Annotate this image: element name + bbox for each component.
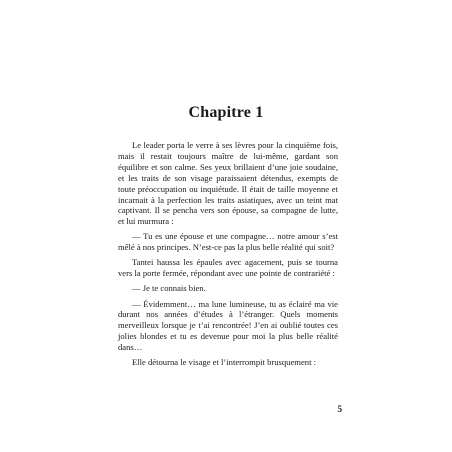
chapter-body (118, 140, 338, 368)
paragraph-1: Le leader porta le verre à ses lèvres pour la cinquième fois, mais il restait toujours maître de lui-même, gardant son équilibre et son calme. Ses yeux brillaient d’une joie soudaine, et les traits de son visage paraissaient détendus, exempts de toute préoccupation ou inquiétude. Il était de taille moyenne et incarnait à la perfection les traits asiatiques, avec un teint mat captivant. Il se pencha vers son épouse, sa compagne de lutte, et lui murmura : (118, 140, 338, 227)
paragraph-5: — Évidemment… ma lune lumineuse, tu as éclairé ma vie durant nos années d’études à l’étranger. Quels moments merveilleux lorsque je t’ai rencontrée! J’en ai oublié toutes ces jolies blondes et tu es devenue pour moi la plus belle réalité dans… (118, 298, 338, 353)
page-number: 5 (337, 404, 342, 414)
paragraph-3: Tantei haussa les épaules avec agacement, puis se tourna vers la porte fermée, répondant avec une pointe de contrariété : (118, 257, 338, 279)
paragraph-2: — Tu es une épouse et une compagne… notre amour s’est mêlé à nos principes. N’est-ce pas la plus belle réalité qui soit? (118, 231, 338, 253)
paragraph-4: — Je te connais bien. (132, 283, 206, 294)
chapter-title: Chapitre 1 (188, 104, 264, 121)
paragraph-6: Elle détourna le visage et l’interrompit brusquement : (132, 357, 316, 368)
